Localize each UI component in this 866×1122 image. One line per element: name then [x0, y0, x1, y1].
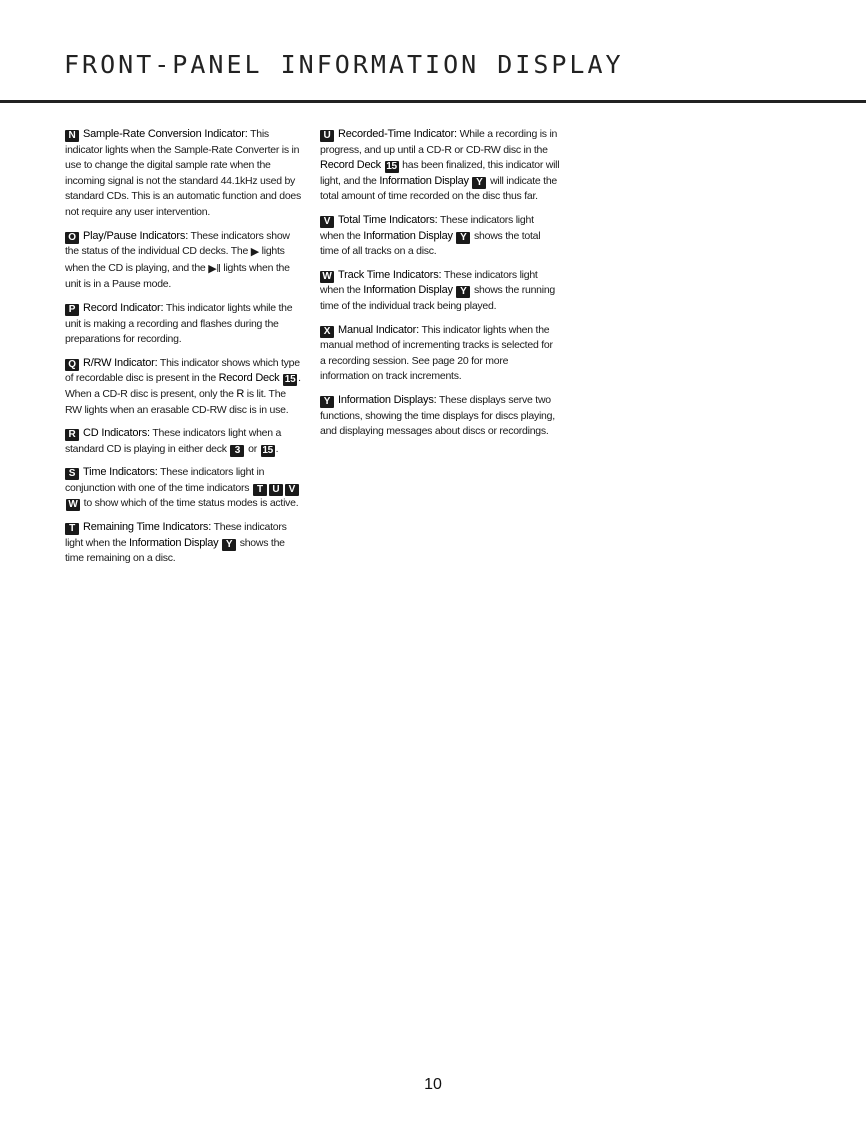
- entry-p: [65, 301, 305, 348]
- entry-y: [320, 393, 560, 440]
- entry-text: These indicators light when a standard CD is playing in either deck: [65, 427, 282, 455]
- entry-text: is lit. The RW lights when an erasable CD-RW disc is in use.: [65, 387, 289, 416]
- deck-badge-15: 15: [386, 161, 397, 173]
- indicator-badge-o: O: [65, 232, 79, 244]
- indicator-badge-x: X: [320, 326, 334, 338]
- page-title: FRONT-PANEL INFORMATION DISPLAY: [64, 50, 624, 79]
- entry-term: Total Time Indicators:: [338, 213, 438, 226]
- indicator-badge-t: T: [65, 523, 79, 535]
- information-display-label: Information Display: [128, 536, 219, 549]
- page-number: 10: [424, 1076, 442, 1093]
- entry-v: [320, 213, 560, 260]
- indicator-badge-p: P: [65, 304, 79, 316]
- entry-text: will indicate the total amount of time recorded on the disc thus far.: [320, 174, 558, 203]
- indicator-badge-w: W: [66, 499, 80, 511]
- deck-badge-15: 15: [284, 374, 296, 386]
- entry-text: This indicator lights while the unit is making a recording and flashes during the preparations for recording.: [65, 301, 293, 346]
- entry-term: Remaining Time Indicators:: [83, 521, 212, 534]
- entry-term: CD Indicators:: [83, 427, 150, 440]
- indicator-badge-u: U: [320, 130, 334, 142]
- indicator-badge-u: U: [269, 484, 283, 496]
- entry-text: This indicator lights when the manual method of incrementing tracks is selected for a recording session. See page 20 for more information on track increments.: [320, 323, 553, 383]
- indicator-badge-y: Y: [456, 286, 470, 298]
- entry-term: Time Indicators:: [83, 466, 158, 479]
- entry-text: lights when the unit is in a Pause mode.: [65, 261, 290, 291]
- indicator-badge-y: Y: [456, 232, 470, 244]
- record-deck-label: Record Deck: [320, 159, 381, 172]
- entry-text: .: [275, 442, 279, 455]
- entry-q: [65, 356, 305, 418]
- entry-term: Sample-Rate Conversion Indicator:: [83, 128, 248, 140]
- entry-text: . When a CD-R disc is present, only the: [65, 372, 301, 400]
- entry-n: [65, 127, 305, 221]
- indicator-badge-s: S: [65, 468, 79, 480]
- information-display-label: Information Display: [363, 229, 453, 242]
- play-icon: ▶: [250, 246, 259, 259]
- deck-badge-3: 3: [230, 445, 244, 457]
- entry-text: These indicators light when the: [320, 268, 538, 297]
- entry-term: Play/Pause Indicators:: [83, 229, 189, 242]
- entry-u: [320, 127, 560, 205]
- record-deck-label: Record Deck: [218, 372, 280, 385]
- entry-text: These indicators light in conjunction with one of the time indicators: [65, 466, 265, 494]
- entry-text: or: [248, 442, 257, 455]
- entry-text: This indicator lights when the Sample-Rate Converter is in use to change the digital sample rate when the incoming signal is not the standard 44.1kHz used by standard CDs. This is an automatic function and does not require any user intervention.: [65, 128, 302, 218]
- entry-text: These indicators light when the: [320, 213, 534, 242]
- entry-o: [65, 229, 305, 293]
- indicator-badge-y: Y: [320, 396, 334, 408]
- entry-text: has been finalized, this indicator will light, and the: [320, 159, 560, 187]
- entry-text: shows the time remaining on a disc.: [65, 536, 285, 565]
- entry-term: Recorded-Time Indicator:: [338, 128, 457, 140]
- r-label: R: [236, 387, 245, 400]
- information-display-label: Information Display: [379, 174, 469, 187]
- entry-term: Manual Indicator:: [338, 323, 419, 336]
- entry-t: [65, 520, 305, 567]
- entry-x: [320, 323, 560, 385]
- entry-text: to show which of the time status modes is active.: [83, 497, 299, 510]
- information-display-label: Information Display: [363, 284, 453, 297]
- entry-text: shows the total time of all tracks on a disc.: [320, 229, 541, 258]
- play-pause-icon: ▶‖: [208, 262, 221, 275]
- indicator-badge-q: Q: [65, 359, 79, 371]
- entry-term: Record Indicator:: [83, 301, 164, 314]
- indicator-badge-v: V: [320, 216, 334, 228]
- entry-text: These displays serve two functions, showing the time displays for discs playing, and displaying messages about discs or recordings.: [320, 393, 555, 438]
- entry-text: This indicator shows which type of recordable disc is present in the: [65, 356, 300, 385]
- indicator-badge-w: W: [320, 271, 334, 283]
- entry-w: [320, 268, 560, 315]
- right-column: [320, 127, 560, 448]
- entry-text: lights when the CD is playing, and the: [65, 245, 285, 274]
- header-rule: [0, 100, 866, 103]
- entry-r: [65, 426, 305, 457]
- left-column: [65, 127, 305, 575]
- entry-term: Information Displays:: [338, 393, 437, 406]
- entry-s: [65, 465, 305, 512]
- entry-text: shows the running time of the individual track being played.: [320, 284, 556, 312]
- entry-term: R/RW Indicator:: [83, 356, 158, 369]
- indicator-badge-t: T: [253, 484, 267, 496]
- indicator-badge-v: V: [285, 484, 299, 496]
- indicator-badge-n: N: [65, 130, 79, 142]
- indicator-badge-y: Y: [222, 539, 236, 551]
- entry-term: Track Time Indicators:: [338, 268, 442, 281]
- indicator-badge-r: R: [65, 429, 79, 441]
- indicator-badge-y: Y: [472, 177, 486, 189]
- entry-text: These indicators light when the: [65, 521, 287, 549]
- entry-text: These indicators show the status of the individual CD decks. The: [65, 229, 290, 258]
- deck-badge-15: 15: [262, 444, 273, 456]
- entry-text: While a recording is in progress, and up until a CD-R or CD-RW disc in the: [320, 128, 558, 156]
